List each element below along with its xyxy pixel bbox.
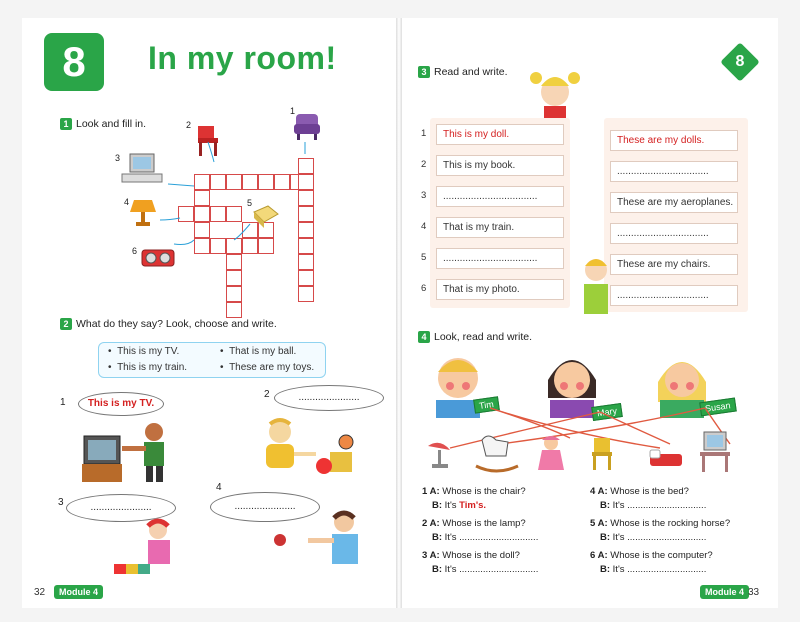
ex2-item-number: 4 (216, 482, 222, 493)
ex3-left-sentence[interactable]: .................................. (436, 186, 564, 207)
speech-bubble-blank: ...................... (210, 492, 320, 522)
ex1-instruction: Look and fill in. (76, 118, 147, 130)
clue-number-3: 3 (115, 153, 121, 163)
ex3-row-number: 5 (421, 252, 427, 263)
ex4-answer[interactable]: B: It's .............................. (432, 532, 539, 543)
ex4-answer[interactable]: B: It's .............................. (432, 564, 539, 575)
phrase-option: • These are my toys. (220, 362, 315, 373)
ex4-question: 5 A: Whose is the rocking horse? (590, 518, 731, 529)
doll-icon (536, 434, 566, 474)
module-tag-right: Module 4 (700, 585, 749, 599)
ex3-left-sentence: This is my book. (436, 155, 564, 176)
ex4-question: 6 A: Whose is the computer? (590, 550, 713, 561)
crossword-cell[interactable] (298, 270, 314, 286)
ex2-instruction: What do they say? Look, choose and write. (76, 318, 277, 330)
ex3-row-number: 1 (421, 128, 427, 139)
name-tag-susan: Susan (699, 398, 736, 417)
clue-number-4: 4 (124, 197, 130, 207)
ex3-left-sentence: This is my doll. (436, 124, 564, 145)
ex4-answer[interactable]: B: It's .............................. (600, 500, 707, 511)
ex4-answer[interactable]: B: It's .............................. (600, 532, 707, 543)
ex3-right-sentence[interactable]: ................................. (610, 285, 738, 306)
boy-with-tv-illustration (80, 420, 180, 486)
ex1-number: 1 (60, 118, 72, 130)
ex3-left-sentence[interactable]: .................................. (436, 248, 564, 269)
crossword-arrows (160, 140, 320, 250)
bed-icon (648, 446, 684, 472)
ex4-answer[interactable]: B: It's .............................. (600, 564, 707, 575)
crossword-cell[interactable] (298, 254, 314, 270)
ex3-heading (418, 66, 508, 78)
ex4-instruction: Look, read and write. (434, 331, 533, 343)
ex2-item-number: 1 (60, 397, 66, 408)
ex4-heading (418, 331, 532, 343)
chair-icon (590, 436, 616, 472)
phrase-option: • That is my ball. (220, 346, 297, 357)
clue-number-6: 6 (132, 246, 138, 256)
clue-number-1: 1 (290, 106, 296, 116)
ex1-heading (60, 118, 146, 130)
ex3-instruction: Read and write. (434, 66, 508, 78)
unit-number-badge: 8 (44, 33, 104, 91)
speech-bubble-blank: ...................... (274, 385, 384, 411)
unit-title: In my room! (148, 40, 337, 76)
corner-badge-number: 8 (735, 53, 745, 70)
ex4-question: 1 A: Whose is the chair? (422, 486, 526, 497)
boy-with-ball-illustration (264, 510, 374, 580)
ex4-question: 4 A: Whose is the bed? (590, 486, 689, 497)
speech-bubble-blank: ...................... (66, 494, 176, 522)
ex3-left-sentence: That is my photo. (436, 279, 564, 300)
ex3-number: 3 (418, 66, 430, 78)
ex4-number: 4 (418, 331, 430, 343)
module-tag-left: Module 4 (54, 585, 103, 599)
page-number-right: 33 (748, 587, 760, 598)
ex2-item-number: 2 (264, 389, 270, 400)
name-tag-tim: Tim (473, 396, 499, 413)
ex4-question: 3 A: Whose is the doll? (422, 550, 520, 561)
ex3-right-sentence: These are my aeroplanes. (610, 192, 738, 213)
ex3-right-sentence[interactable]: ................................. (610, 161, 738, 182)
crossword-cell[interactable] (226, 270, 242, 286)
armchair-icon (292, 110, 322, 142)
speech-bubble-answer: This is my TV. (78, 392, 164, 416)
crossword-cell[interactable] (226, 286, 242, 302)
girl-with-ball-illustration (252, 416, 364, 480)
computer-icon (698, 430, 732, 474)
ex2-number: 2 (60, 318, 72, 330)
girl-with-train-illustration (110, 518, 190, 584)
clue-number-5: 5 (247, 198, 253, 208)
crossword-cell[interactable] (226, 254, 242, 270)
lamp-icon (424, 440, 456, 470)
ex3-right-sentence[interactable]: ................................. (610, 223, 738, 244)
crossword-cell[interactable] (298, 286, 314, 302)
phrase-option: • This is my TV. (108, 346, 180, 357)
clue-number-2: 2 (186, 120, 192, 130)
ex3-row-number: 6 (421, 283, 427, 294)
ex2-item-number: 3 (58, 497, 64, 508)
girl-with-pigtails-illustration (528, 62, 582, 122)
ex3-row-number: 2 (421, 159, 427, 170)
ex3-right-sentence: These are my chairs. (610, 254, 738, 275)
ex3-row-number: 4 (421, 221, 427, 232)
ex3-right-sentence: These are my dolls. (610, 130, 738, 151)
ex3-row-number: 3 (421, 190, 427, 201)
lamp-icon (128, 196, 158, 228)
name-tag-mary: Mary (591, 403, 623, 421)
phrase-option: • This is my train. (108, 362, 188, 373)
crossword-cell[interactable] (226, 302, 242, 318)
book-gutter (396, 18, 402, 608)
ex2-heading (60, 318, 277, 330)
rocking-horse-icon (474, 430, 520, 474)
ex4-answer: B: It's Tim's. (432, 500, 487, 511)
ex3-left-sentence: That is my train. (436, 217, 564, 238)
page-number-left: 32 (34, 587, 46, 598)
ex4-question: 2 A: Whose is the lamp? (422, 518, 526, 529)
girl-with-ponytail-illustration (576, 248, 616, 322)
